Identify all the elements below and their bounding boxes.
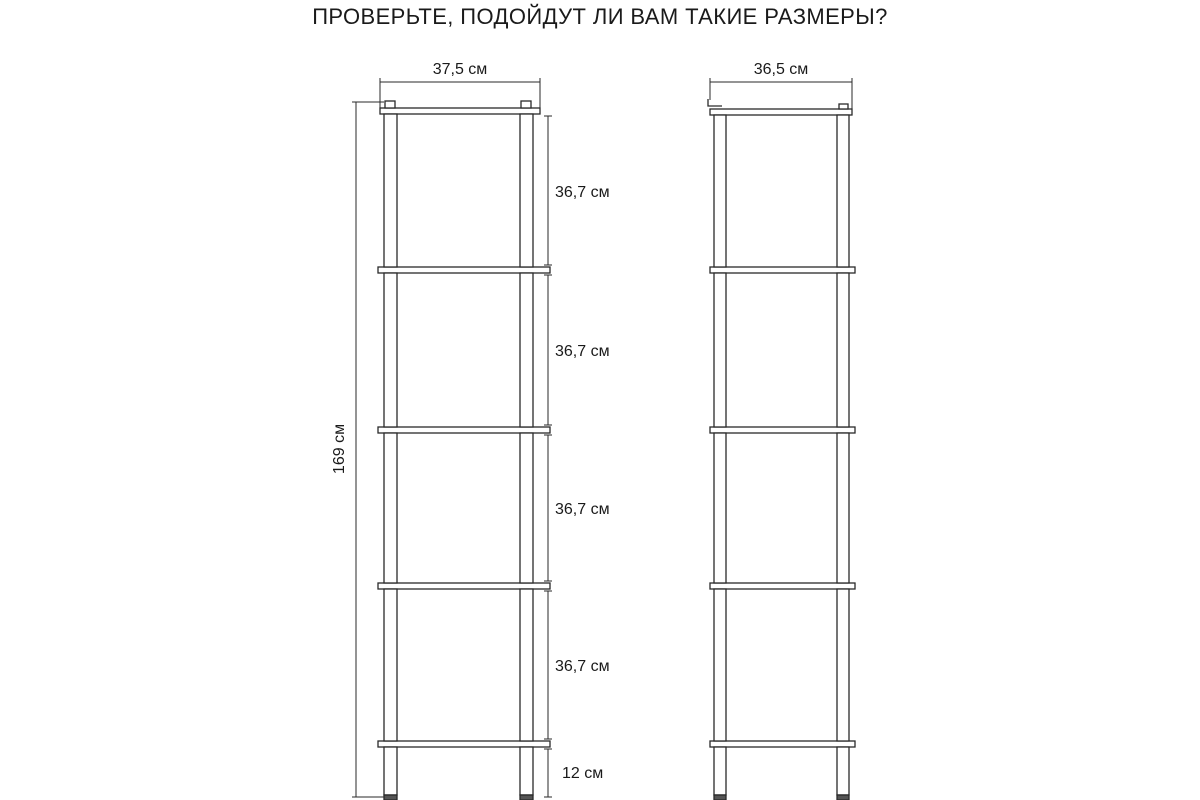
front-width-dimension — [380, 78, 540, 108]
section-2-label: 36,7 см — [555, 343, 610, 360]
front-shelf-3 — [378, 427, 550, 433]
front-shelf-4 — [378, 583, 550, 589]
front-foot-right — [520, 795, 533, 800]
side-foot-right — [837, 795, 849, 800]
front-top-clip-right — [521, 101, 531, 108]
total-height-label: 169 см — [331, 423, 348, 475]
side-depth-dimension — [710, 78, 852, 109]
front-shelf-top — [380, 108, 540, 114]
section-3-label: 36,7 см — [555, 501, 610, 518]
section-1-label: 36,7 см — [555, 184, 610, 201]
front-shelf-bottom — [378, 741, 550, 747]
front-foot-left — [384, 795, 397, 800]
side-view — [708, 99, 855, 800]
page-title: ПРОВЕРЬТЕ, ПОДОЙДУТ ЛИ ВАМ ТАКИЕ РАЗМЕРЫ? — [312, 4, 888, 29]
leg-height-label: 12 см — [562, 765, 604, 782]
side-shelf-4 — [710, 583, 855, 589]
side-top-clip — [839, 104, 848, 109]
side-left-post — [714, 115, 726, 795]
side-shelf-bottom — [710, 741, 855, 747]
side-right-post — [837, 115, 849, 795]
front-top-clip-left — [385, 101, 395, 108]
section-4-label: 36,7 см — [555, 658, 610, 675]
front-width-label: 37,5 см — [432, 61, 488, 78]
section-height-dimensions — [544, 116, 552, 797]
side-foot-left — [714, 795, 726, 800]
side-shelf-2 — [710, 267, 855, 273]
front-left-post — [384, 114, 397, 795]
side-wall-bracket — [708, 99, 722, 106]
front-shelf-2 — [378, 267, 550, 273]
side-depth-label: 36,5 см — [753, 61, 809, 78]
side-shelf-3 — [710, 427, 855, 433]
side-shelf-top — [710, 109, 852, 115]
front-right-post — [520, 114, 533, 795]
total-height-dimension — [352, 102, 384, 797]
front-view — [378, 101, 550, 800]
